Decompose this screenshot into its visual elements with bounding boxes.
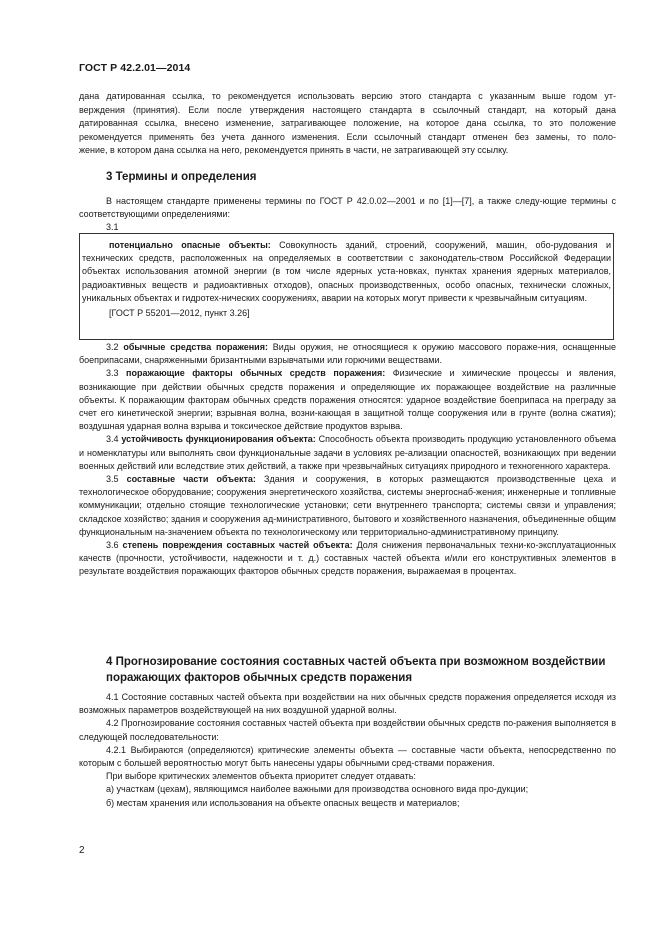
definition-3-1 [82,239,611,305]
terms-list [79,341,616,579]
list-item-b: б) местам хранения или использования на объекте опасных веществ и материалов; [106,797,460,808]
term-definition: Доля снижения первоначальных техни-ко-эксплуатационных качеств (прочности, устойчивости, надежности и т. д.) составных частей объекта и/или его конструктивных элементов в результате воздействия поражающих факторов обычных средств поражения, выражаемая в процентах. [79,540,616,577]
term-number: 3.3 [106,368,127,379]
section-3-intro [79,195,616,235]
list-item-a: а) участкам (цехам), являющимся наиболее важными для производства основного вида про-дукции; [106,784,529,795]
term-3-1: потенциально опасные объекты: [109,240,271,250]
term-number: 3.6 [106,540,123,551]
term-item-3-3 [79,367,616,433]
definition-box-3-1 [79,233,614,340]
term-definition: Физические и химические процессы и явления, возникающие при действии обычных средств поражения и определяющие их поражающее воздействие на различные объекты. К поражающим факторам обычных средств поражения относятся: ударное воздействие боеприпаса на преграду за счет его кинетической энергии; взрывная волна, возни-кающая в защитной толще сооружения или в грунте (волна сжатия); воздушная ударная волна взрыва и токсическое действие продуктов взрыва. [79,368,616,432]
term-number: 3.5 [106,474,127,485]
standard-header: ГОСТ Р 42.2.01—2014 [79,62,191,74]
term-name: поражающие факторы обычных средств поражения: [126,368,386,379]
paragraph-4-1: 4.1 Состояние составных частей объекта при воздействии на них обычных средств поражения определяется исходя из возможных параметров воздействующей на них воздушной ударной волны. [79,692,616,716]
term-name: обычные средства поражения: [123,342,268,352]
intro-line: датированная ссылка, внесено изменение, затрагивающее положение, на которое дана ссылка, то это положение [79,118,616,129]
section-3-heading: 3 Термины и определения [106,171,257,183]
term-number: 3.4 [106,434,122,445]
term-item-3-4 [79,433,616,473]
term-item-3-2 [79,341,616,367]
definition-3-1-source: [ГОСТ Р 55201—2012, пункт 3.26] [109,308,250,319]
term-definition: Здания и сооружения, в которых размещаются производственные цеха и технологическое оборудование; сооружения энергетического хозяйства, системы энергоснаб-жения; инженерные и топливные коммуникации; отдельно стоящие технологические установки; сети внутреннего транспорта; системы связи и управления; складское хозяйство; здания и сооружения ад-министративного, бытового и хозяйственного назначения, объединенные общим функциональным на-значением объекта по технологическому или территориально-административному принципу. [79,474,616,537]
intro-line: рекомендуется применять без учета данного изменения. Если ссылочный стандарт отменен без замены, то поло- [79,131,616,142]
intro-line: верждения (принятия). Если после утверждения настоящего стандарта в ссылочный стандарт, на который дана [79,104,616,115]
page-number: 2 [79,845,85,856]
term-definition: Виды оружия, не относящиеся к оружию массового пораже-ния, оснащенные боеприпасами, снаряженными бризантными взрывчатыми или горючими веществами. [79,342,616,366]
intro-line: дана датированная ссылка, то рекомендуется использовать версию этого стандарта с указанным выше годом ут- [79,91,616,101]
intro-paragraph [79,90,616,158]
paragraph-4-2: 4.2 Прогнозирование состояния составных частей объекта при воздействии обычных средств по-ражения выполняется в следующей последовательности: [79,718,616,742]
section-4-body [79,691,616,810]
term-3-1-text: Совокупность зданий, строений, сооружений, машин, обо-рудования и технических средств, расположенных на определяемых в соответствии с законодатель-ством Российской Федерации объектах использования атомной энергии (в том числе ядерных уста-новках, пунктах хранения ядерных материалов, радиоактивных веществ и радиоактивных отходов), опасных производственных, особо опасных, технически сложных, уникальных объектах и гидротех-нических сооружениях, аварии на которых могут привести к чрезвычайным ситуациям. [82,240,611,303]
term-number: 3.2 [106,342,124,352]
term-name: степень повреждения составных частей объекта: [122,540,353,551]
term-name: составные части объекта: [126,474,256,485]
term-item-3-6 [79,539,616,579]
term-3-1-number: 3.1 [106,222,119,233]
paragraph-priority: При выборе критических элементов объекта приоритет следует отдавать: [106,771,416,782]
section-3-intro-text: В настоящем стандарте применены термины по ГОСТ Р 42.0.02—2001 и по [1]—[7], а также следу-ющие термины с соответствующими определениями: [79,196,616,220]
term-name: устойчивость функционирования объекта: [121,434,316,445]
term-definition: Способность объекта производить продукцию установленного объема и номенклатуры или выполнять свои функциональные задачи в условиях ре-ализации опасностей, возникающих при ведении военных действий или вследствие этих действий, а также при чрезвычайных ситуациях природного и техногенного характера. [79,434,616,471]
section-4-heading: 4 Прогнозирование состояния составных частей объекта при возможном воздействии поражающих факторов обычных средств поражения [106,656,606,684]
intro-line: жение, в котором дана ссылка на него, рекомендуется принять в части, не затрагивающей эту ссылку. [79,145,509,156]
paragraph-4-2-1: 4.2.1 Выбираются (определяются) критические элементы объекта — составные части объекта, непосредственно по которым с большей вероятностью могут быть нанесены удары обычными сред-ствами поражения. [79,744,616,769]
term-item-3-5 [79,473,616,539]
